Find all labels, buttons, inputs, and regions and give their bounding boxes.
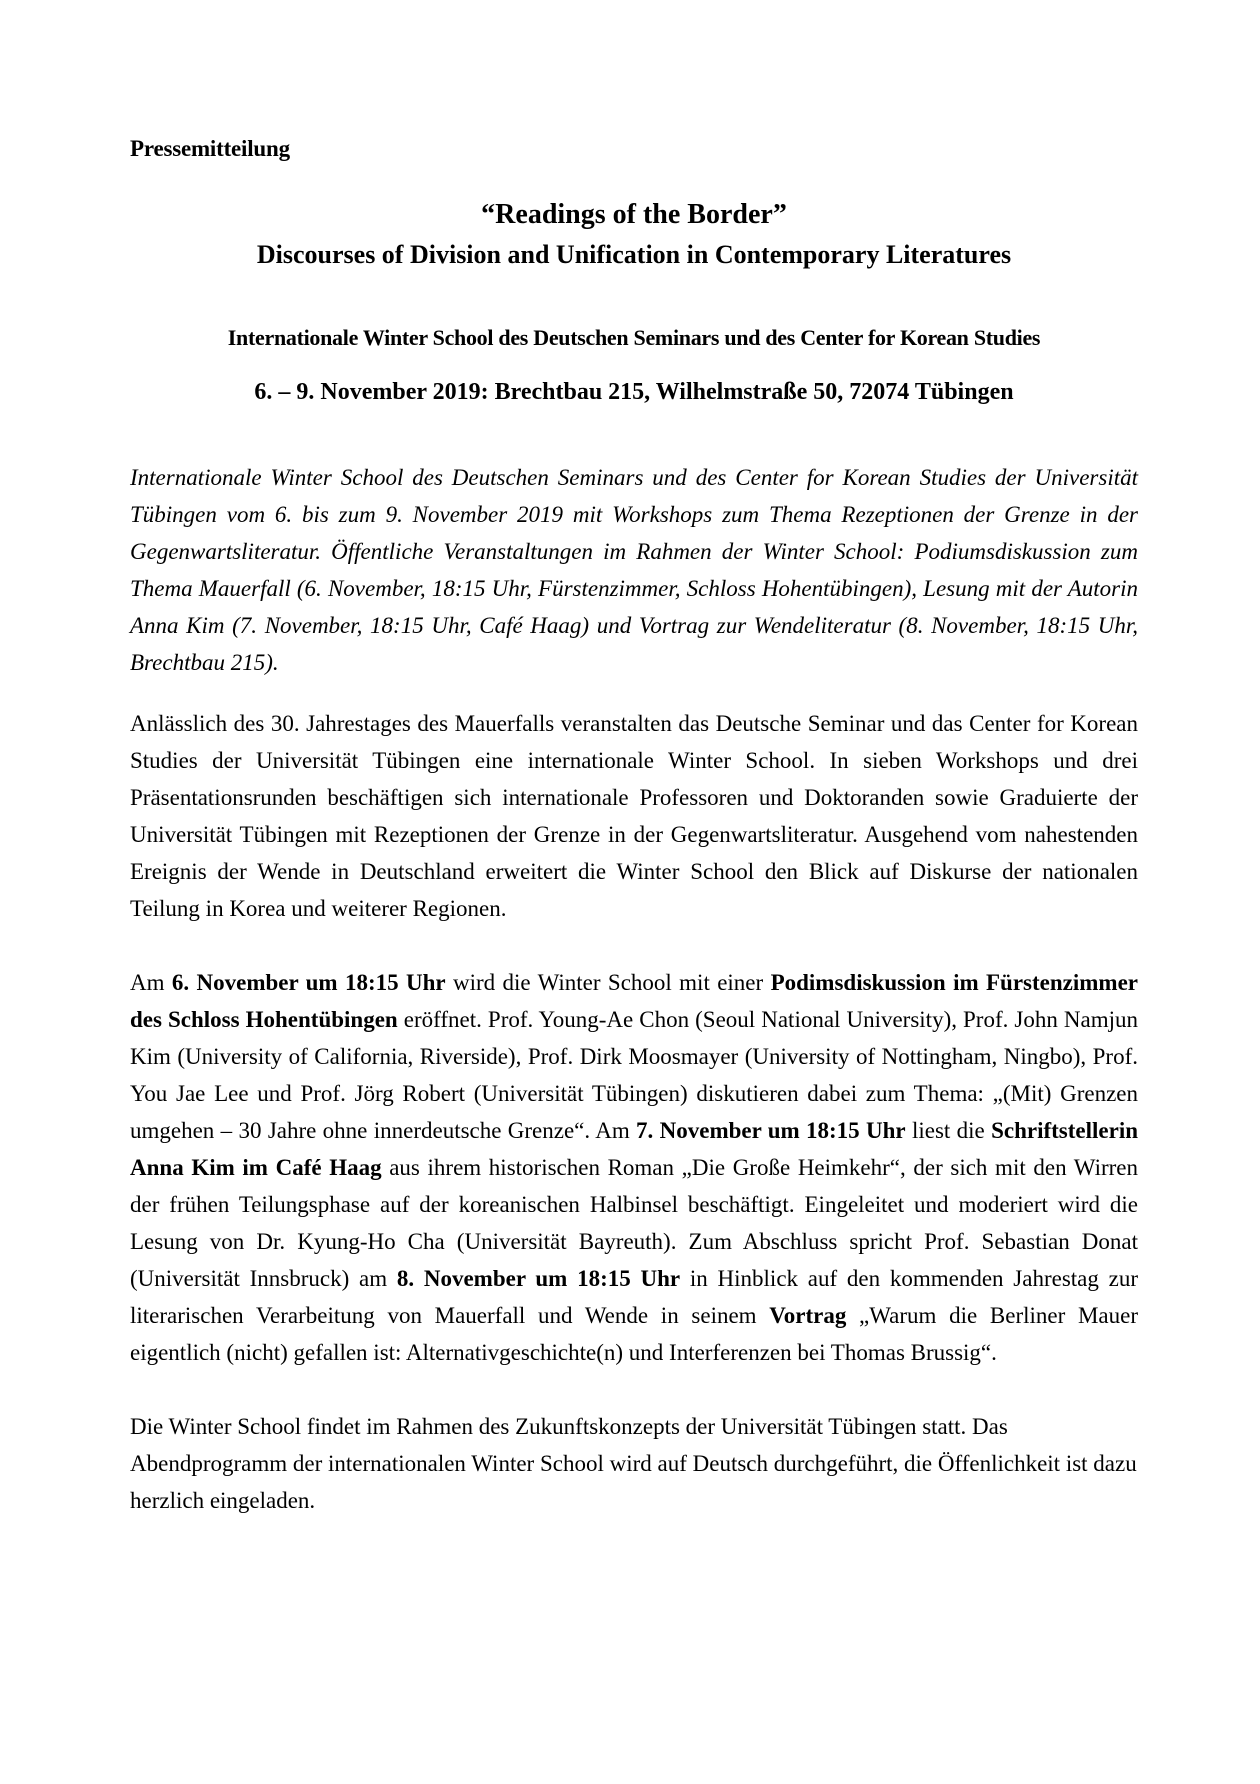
lead-paragraph: Internationale Winter School des Deutschen Seminars und des Center for Korean Studies der Universität Tübingen vom 6. bis zum 9. November 2019 mit Workshops zum Thema Rezeptionen der Grenze in der Gegenwartsliteratur. Öffentliche Veranstaltungen im Rahmen der Winter School: Podiumsdiskussion zum Thema Mauerfall (6. November, 18:15 Uhr, Fürstenzimmer, Schloss Hohentübingen), Lesung mit der Autorin Anna Kim (7. November, 18:15 Uhr, Café Haag) und Vortrag zur Wendeliteratur (8. November, 18:15 Uhr, Brechtbau 215). xyxy=(130,465,1138,675)
date-location-line: 6. – 9. November 2019: Brechtbau 215, Wilhelmstraße 50, 72074 Tübingen xyxy=(254,379,1014,405)
organizer-line: Internationale Winter School des Deutschen Seminars und des Center for Korean Studies xyxy=(227,325,1041,350)
body-paragraph-2: Am 6. November um 18:15 Uhr wird die Winter School mit einer Podimsdiskussion im Fürstenzimmer des Schloss Hohentübingen eröffnet. Prof. Young-Ae Chon (Seoul National University), Prof. John Namjun Kim (University of California, Riverside), Prof. Dirk Moosmayer (University of Nottingham, Ningbo), Prof. You Jae Lee und Prof. Jörg Robert (Universität Tübingen) diskutieren dabei zum Thema: „(Mit) Grenzen umgehen – 30 Jahre ohne innerdeutsche Grenze“. Am 7. November um 18:15 Uhr liest die Schriftstellerin Anna Kim im Café Haag aus ihrem historischen Roman „Die Große Heimkehr“, der sich mit den Wirren der frühen Teilungsphase auf der koreanischen Halbinsel beschäftigt. Eingeleitet und moderiert wird die Lesung von Dr. Kyung-Ho Cha (Universität Bayreuth). Zum Abschluss spricht Prof. Sebastian Donat (Universität Innsbruck) am 8. November um 18:15 Uhr in Hinblick auf den kommenden Jahrestag zur literarischen Verarbeitung von Mauerfall und Wende in seinem Vortrag „Warum die Berliner Mauer eigentlich (nicht) gefallen ist: Alternativgeschichte(n) und Interferenzen bei Thomas Brussig“. xyxy=(130,970,1139,1365)
page-subtitle: Discourses of Division and Unification in Contemporary Literatures xyxy=(256,240,1012,269)
page-title: “Readings of the Border” xyxy=(481,199,787,230)
closing-paragraph: Die Winter School findet im Rahmen des Zukunftskonzepts der Universität Tübingen statt. Das Abendprogramm der internationalen Winter School wird auf Deutsch durchgeführt, die Öffenlichkeit ist dazu herzlich eingeladen. xyxy=(130,1414,1137,1513)
body-paragraph-1: Anlässlich des 30. Jahrestages des Mauerfalls veranstalten das Deutsche Seminar und das Center for Korean Studies der Universität Tübingen eine internationale Winter School. In sieben Workshops und drei Präsentationsrunden beschäftigen sich internationale Professoren und Doktoranden sowie Graduierte der Universität Tübingen mit Rezeptionen der Grenze in der Gegenwartsliteratur. Ausgehend vom nahestenden Ereignis der Wende in Deutschland erweitert die Winter School den Blick auf Diskurse der nationalen Teilung in Korea und weiterer Regionen. xyxy=(130,711,1138,921)
document-label: Pressemitteilung xyxy=(130,136,290,161)
